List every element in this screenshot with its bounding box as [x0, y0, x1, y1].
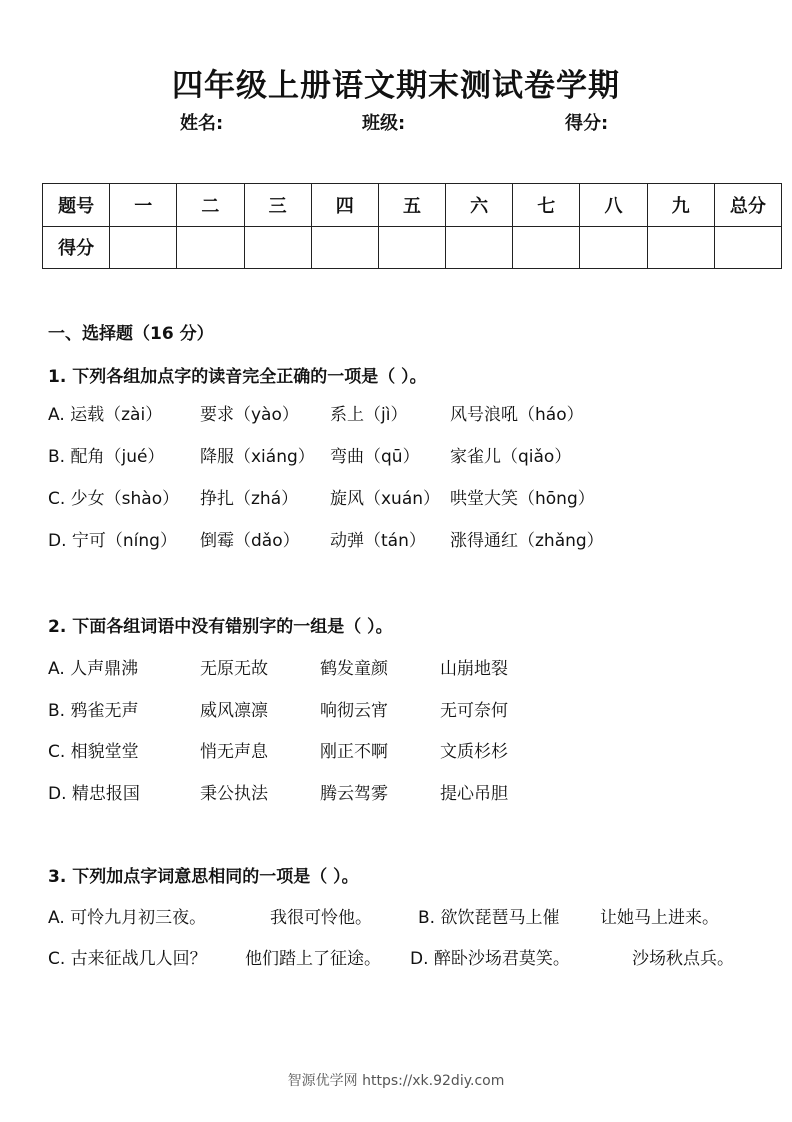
- option-item: 文质杉杉: [440, 742, 508, 762]
- option-item: 无可奈何: [440, 701, 508, 721]
- score-entry-cell[interactable]: [177, 226, 244, 269]
- option-item: A. 可怜九月初三夜。: [48, 908, 207, 928]
- score-entry-cell[interactable]: [513, 226, 580, 269]
- option-item: D. 醉卧沙场君莫笑。: [410, 949, 570, 969]
- score-entry-cell[interactable]: [647, 226, 714, 269]
- score-entry-cell[interactable]: [311, 226, 378, 269]
- score-header-cell: 九: [647, 184, 714, 227]
- score-entry-cell[interactable]: [446, 226, 513, 269]
- option-item: C. 古来征战几人回？: [48, 949, 207, 969]
- option-item: 他们踏上了征途。: [245, 949, 381, 969]
- option-item: 系上（jì）: [330, 405, 408, 425]
- option-item: 风号浪吼（háo）: [450, 405, 584, 425]
- score-header-cell: 总分: [714, 184, 781, 227]
- score-entry-cell[interactable]: [580, 226, 647, 269]
- option-item: A. 运载（zài）: [48, 405, 163, 425]
- score-header-cell: 题号: [43, 184, 110, 227]
- score-header-cell: 五: [378, 184, 445, 227]
- class-label: 班级:: [362, 113, 406, 134]
- option-item: 无原无故: [200, 659, 268, 679]
- option-item: A. 人声鼎沸: [48, 659, 139, 679]
- option-item: 挣扎（zhá）: [200, 489, 299, 509]
- question-1-stem: 1. 下列各组加点字的读音完全正确的一项是（ ）。: [48, 367, 427, 387]
- question-2-stem: 2. 下面各组词语中没有错别字的一组是（ ）。: [48, 617, 393, 637]
- option-item: 鹤发童颜: [320, 659, 388, 679]
- option-item: D. 精忠报国: [48, 784, 140, 804]
- option-item: 山崩地裂: [440, 659, 508, 679]
- option-item: C. 相貌堂堂: [48, 742, 139, 762]
- option-item: B. 鸦雀无声: [48, 701, 139, 721]
- option-item: 我很可怜他。: [270, 908, 372, 928]
- option-item: 家雀儿（qiǎo）: [450, 447, 572, 467]
- option-item: 秉公执法: [200, 784, 268, 804]
- score-header-cell: 八: [580, 184, 647, 227]
- score-entry-cell[interactable]: [110, 226, 177, 269]
- option-item: 弯曲（qū）: [330, 447, 420, 467]
- option-item: 提心吊胆: [440, 784, 508, 804]
- score-table-score-row: [43, 226, 782, 269]
- option-item: C. 少女（shào）: [48, 489, 180, 509]
- option-item: 要求（yào）: [200, 405, 299, 425]
- score-entry-cell[interactable]: [378, 226, 445, 269]
- score-row-label: 得分: [43, 226, 110, 269]
- section-heading: 一、选择题（16 分）: [48, 324, 214, 344]
- option-item: 倒霉（dǎo）: [200, 531, 300, 551]
- score-entry-cell[interactable]: [244, 226, 311, 269]
- score-header-cell: 四: [311, 184, 378, 227]
- option-item: 沙场秋点兵。: [632, 949, 734, 969]
- option-item: 哄堂大笑（hōng）: [450, 489, 595, 509]
- option-item: D. 宁可（níng）: [48, 531, 177, 551]
- name-label: 姓名:: [180, 113, 224, 134]
- option-item: 响彻云宵: [320, 701, 388, 721]
- score-header-cell: 六: [446, 184, 513, 227]
- document-title: 四年级上册语文期末测试卷学期: [172, 68, 620, 104]
- option-item: B. 欲饮琵琶马上催: [418, 908, 560, 928]
- score-header-cell: 二: [177, 184, 244, 227]
- question-3-stem: 3. 下列加点字词意思相同的一项是（ ）。: [48, 867, 359, 887]
- option-item: 悄无声息: [200, 742, 268, 762]
- option-item: 动弹（tán）: [330, 531, 426, 551]
- option-item: 旋风（xuán）: [330, 489, 441, 509]
- option-item: 腾云驾雾: [320, 784, 388, 804]
- option-item: 让她马上进来。: [600, 908, 719, 928]
- score-table-header-row: [43, 184, 782, 227]
- score-header-cell: 三: [244, 184, 311, 227]
- score-label: 得分:: [565, 113, 609, 134]
- option-item: 威风凛凛: [200, 701, 268, 721]
- option-item: B. 配角（jué）: [48, 447, 165, 467]
- score-header-cell: 一: [110, 184, 177, 227]
- option-item: 降服（xiáng）: [200, 447, 315, 467]
- option-item: 刚正不啊: [320, 742, 388, 762]
- score-header-cell: 七: [513, 184, 580, 227]
- score-table: [42, 183, 782, 269]
- score-entry-cell[interactable]: [714, 226, 781, 269]
- footer-watermark: 智源优学网 https://xk.92diy.com: [287, 1073, 505, 1089]
- option-item: 涨得通红（zhǎng）: [450, 531, 604, 551]
